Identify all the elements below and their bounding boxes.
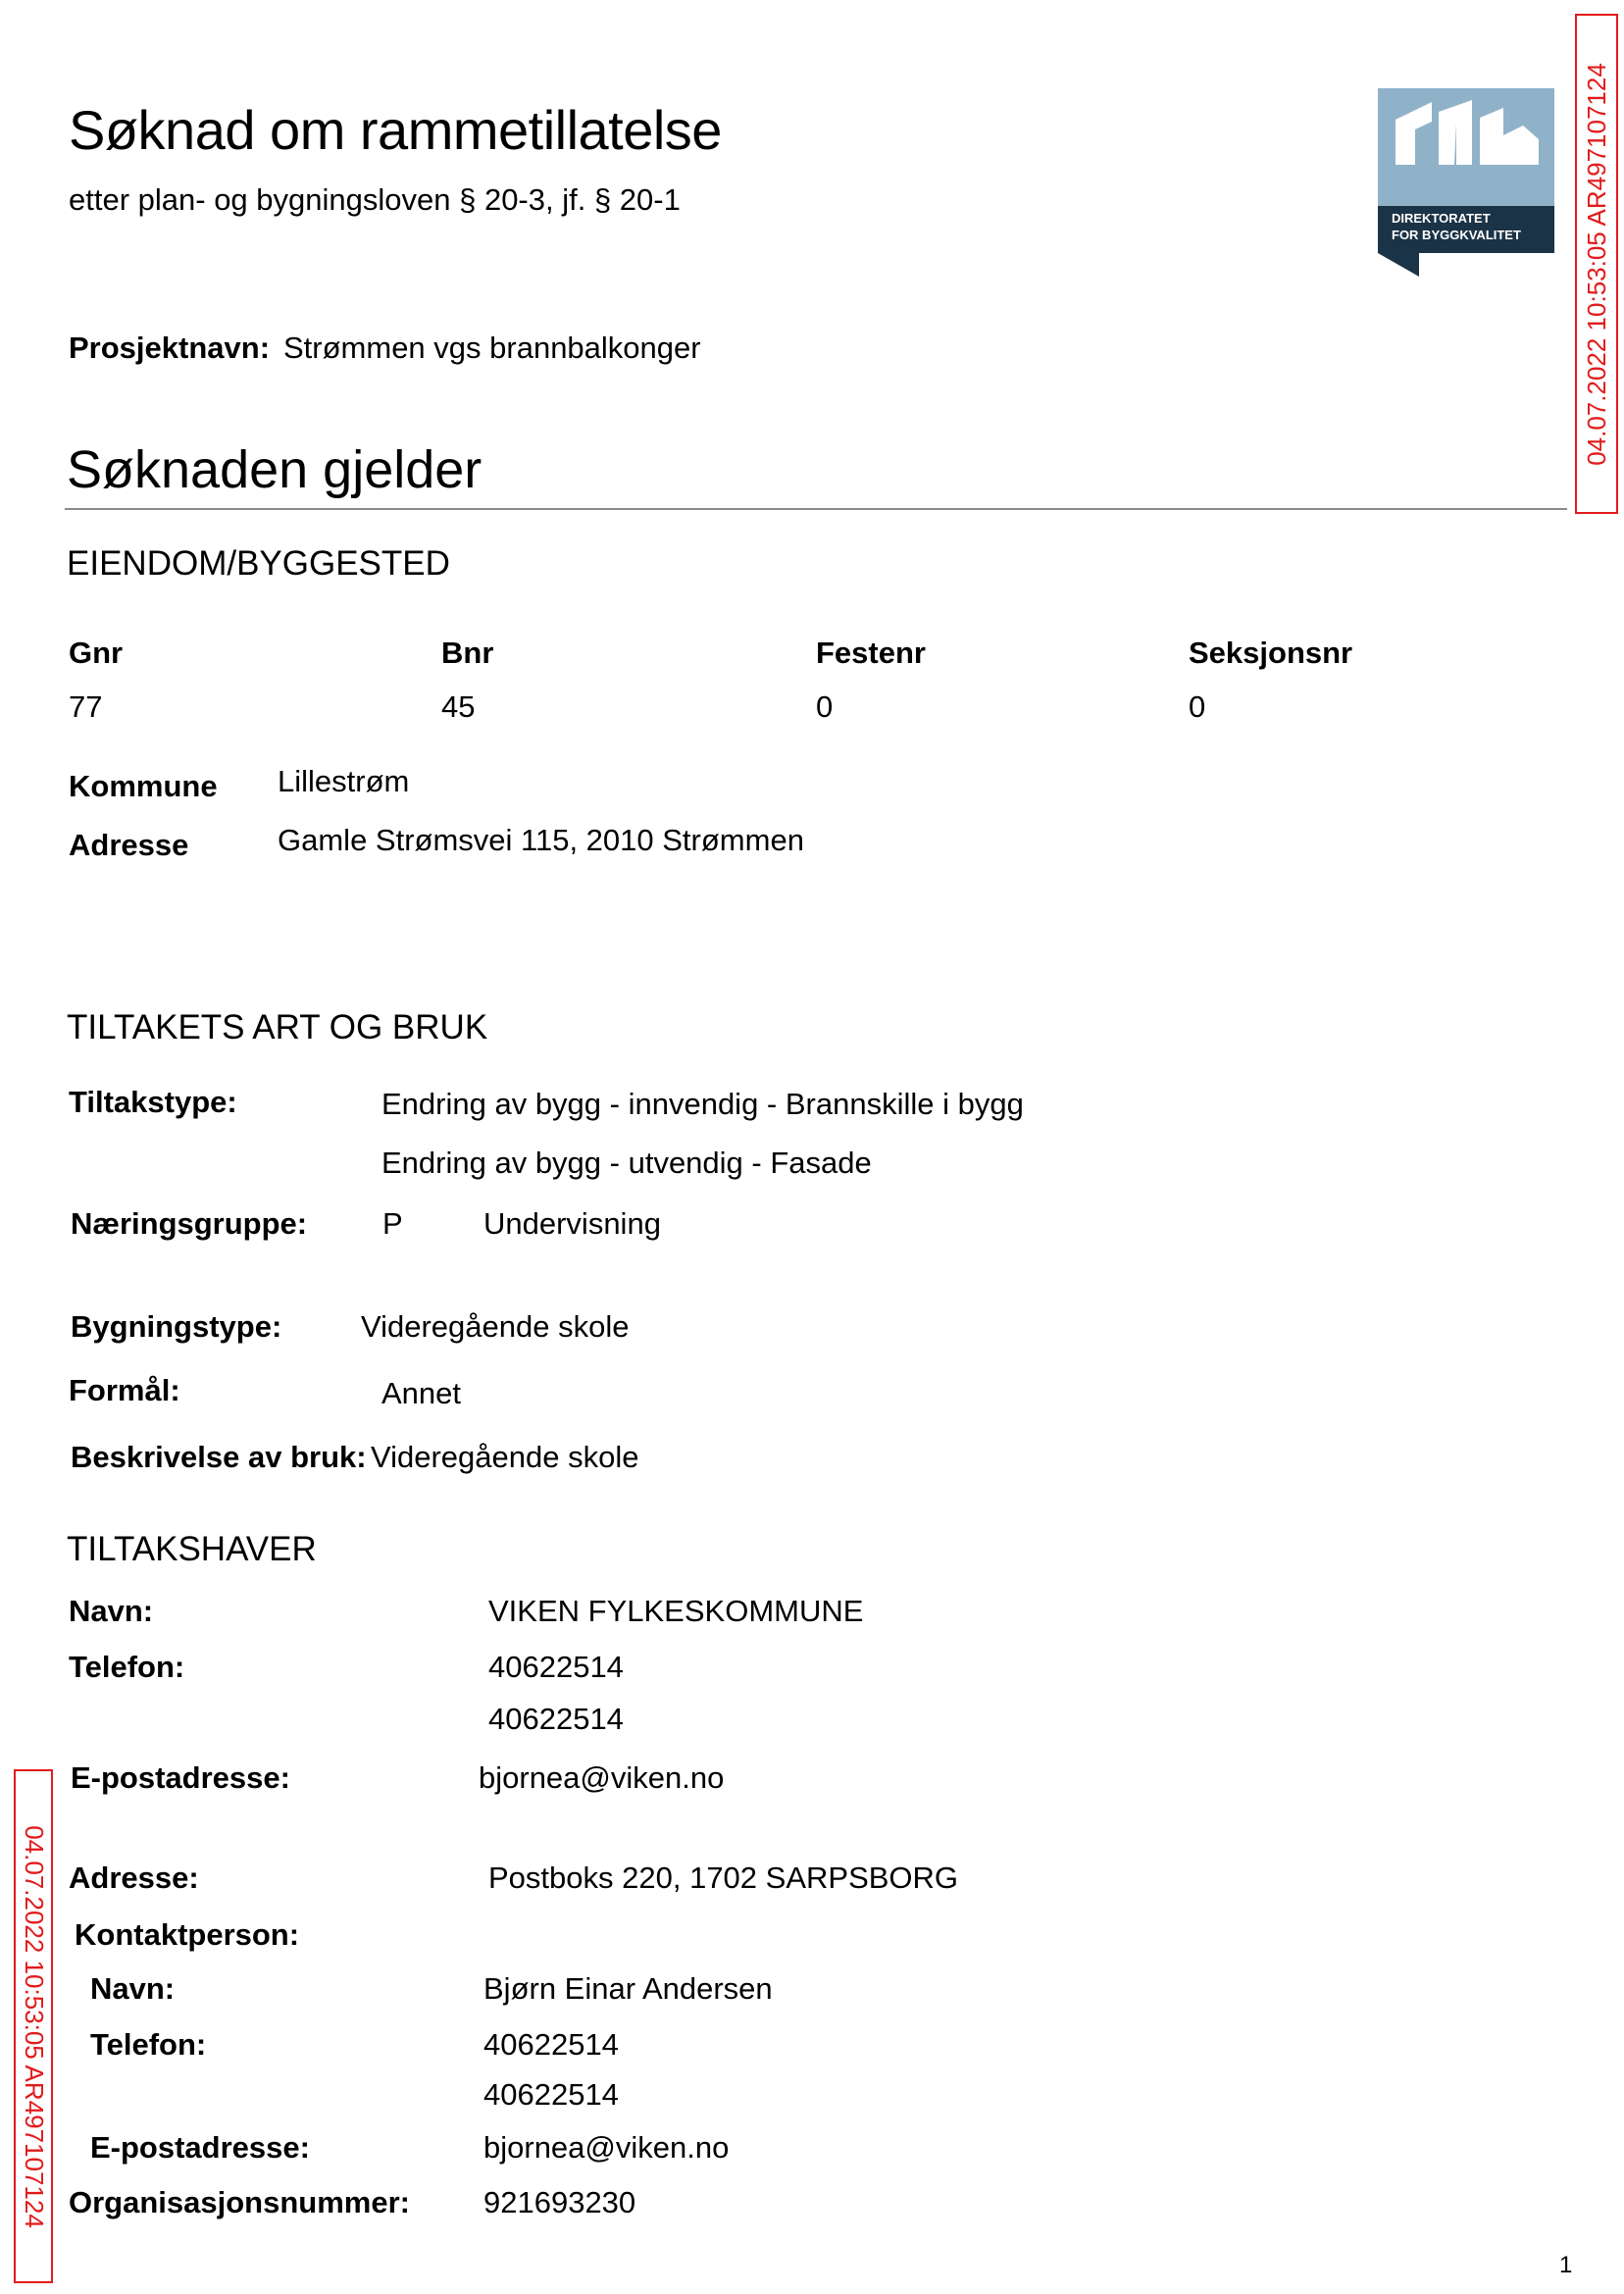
logo-text-1: DIREKTORATET [1392, 211, 1491, 226]
kp-telefon-value-1: 40622514 [483, 2027, 619, 2062]
th-adresse-value: Postboks 220, 1702 SARPSBORG [488, 1861, 959, 1895]
adresse-value: Gamle Strømsvei 115, 2010 Strømmen [278, 823, 804, 857]
orgnr-value: 921693230 [483, 2185, 636, 2219]
bygningstype-value: Videregående skole [361, 1309, 630, 1344]
th-telefon-value-2: 40622514 [488, 1702, 624, 1736]
orgnr-label: Organisasjonsnummer: [69, 2185, 410, 2219]
th-epost-value: bjornea@viken.no [479, 1760, 725, 1795]
th-telefon-value-1: 40622514 [488, 1650, 624, 1684]
seksjonsnr-value: 0 [1189, 689, 1206, 724]
kp-telefon-value-2: 40622514 [483, 2077, 619, 2112]
th-telefon-label: Telefon: [69, 1650, 185, 1684]
bruk-value: Videregående skole [371, 1440, 639, 1474]
formal-value: Annet [381, 1376, 462, 1410]
festenr-value: 0 [816, 689, 834, 724]
naering-code: P [382, 1206, 403, 1241]
kp-navn-label: Navn: [90, 1971, 176, 2006]
naering-label: Næringsgruppe: [71, 1206, 308, 1241]
page-subtitle: etter plan- og bygningsloven § 20-3, jf. § 20-1 [69, 182, 681, 217]
kontaktperson-label: Kontaktperson: [75, 1917, 300, 1952]
tiltakstype-label: Tiltakstype: [69, 1085, 237, 1119]
eiendom-heading: EIENDOM/BYGGESTED [67, 544, 450, 583]
th-adresse-label: Adresse: [69, 1861, 199, 1895]
gnr-label: Gnr [69, 636, 124, 670]
section-heading: Søknaden gjelder [67, 440, 482, 499]
tiltakstype-value-2: Endring av bygg - utvendig - Fasade [381, 1146, 872, 1180]
bnr-value: 45 [441, 689, 476, 724]
page-title: Søknad om rammetillatelse [69, 99, 722, 161]
section-divider [65, 508, 1567, 510]
naering-value: Undervisning [483, 1206, 661, 1241]
kp-epost-label: E-postadresse: [90, 2130, 310, 2165]
kommune-value: Lillestrøm [278, 764, 410, 798]
gnr-value: 77 [69, 689, 103, 724]
project-label: Prosjektnavn: [69, 331, 271, 365]
tiltakshaver-heading: TILTAKSHAVER [67, 1530, 317, 1568]
page-number: 1 [1559, 2252, 1573, 2278]
stamp-text: 04.07.2022 10:53:05 AR497107124 [1581, 62, 1611, 466]
th-navn-value: VIKEN FYLKESKOMMUNE [488, 1594, 864, 1628]
formal-label: Formål: [69, 1373, 180, 1407]
bygningstype-label: Bygningstype: [71, 1309, 282, 1344]
th-epost-label: E-postadresse: [71, 1760, 290, 1795]
logo-text-2: FOR BYGGKVALITET [1392, 228, 1521, 242]
adresse-label: Adresse [69, 828, 189, 862]
kp-navn-value: Bjørn Einar Andersen [483, 1971, 773, 2006]
tiltak-heading: TILTAKETS ART OG BRUK [67, 1008, 488, 1046]
receipt-stamp-left [14, 1769, 53, 2283]
kp-epost-value: bjornea@viken.no [483, 2130, 730, 2165]
th-navn-label: Navn: [69, 1594, 154, 1628]
kommune-label: Kommune [69, 769, 218, 803]
bnr-label: Bnr [441, 636, 494, 670]
project-value: Strømmen vgs brannbalkonger [283, 331, 701, 365]
stamp-text: 04.07.2022 10:53:05 AR497107124 [19, 1824, 49, 2228]
tiltakstype-value-1: Endring av bygg - innvendig - Brannskille i bygg [381, 1087, 1024, 1121]
receipt-stamp-right [1575, 14, 1618, 514]
bruk-label: Beskrivelse av bruk: [71, 1440, 367, 1474]
festenr-label: Festenr [816, 636, 926, 670]
seksjonsnr-label: Seksjonsnr [1189, 636, 1353, 670]
dibk-logo [1378, 88, 1554, 277]
kp-telefon-label: Telefon: [90, 2027, 207, 2062]
